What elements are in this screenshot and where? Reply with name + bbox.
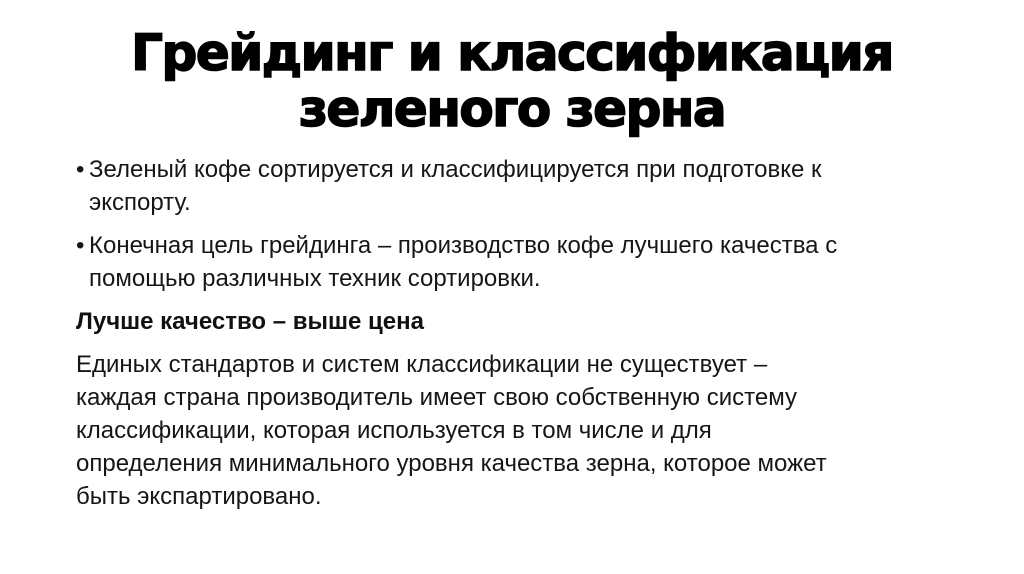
text-line: каждая страна производитель имеет свою собственную систему	[76, 384, 797, 411]
slide-title-line-2: зеленого зерна	[298, 80, 726, 138]
text-line: классификации, которая используется в том числе и для	[76, 417, 712, 444]
bullet-text-1	[89, 153, 960, 219]
text-line: Зеленый кофе сортируется и классифицируется при подготовке к	[89, 156, 822, 183]
text-line: помощью различных техник сортировки.	[89, 265, 541, 292]
bullet-list	[76, 153, 960, 295]
text-line: Конечная цель грейдинга – производство кофе лучшего качества с	[89, 232, 838, 259]
text-line: быть экспартировано.	[76, 483, 322, 510]
slide-body	[76, 153, 960, 513]
bullet-item-2	[76, 229, 960, 295]
text-line: Единых стандартов и систем классификации не существует –	[76, 351, 768, 378]
emphasis-line: Лучше качество – выше цена	[76, 308, 424, 335]
body-paragraph	[76, 348, 960, 513]
slide-title-line-1: Грейдинг и классификация	[131, 24, 893, 82]
bullet-marker: •	[76, 232, 85, 259]
text-line: определения минимального уровня качества зерна, которое может	[76, 450, 827, 477]
bullet-text-2	[89, 229, 960, 295]
bullet-marker: •	[76, 156, 85, 183]
text-line: экспорту.	[89, 189, 191, 216]
slide-title	[0, 25, 1024, 137]
bullet-item-1	[76, 153, 960, 219]
